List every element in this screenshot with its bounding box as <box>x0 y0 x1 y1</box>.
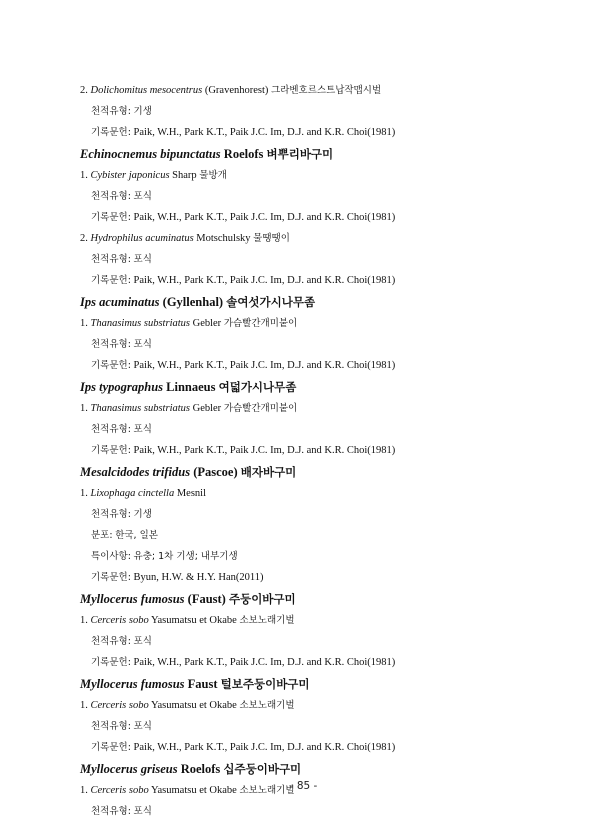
natural-enemy-entry <box>80 169 560 182</box>
entry-detail <box>80 338 560 351</box>
natural-enemy-entry <box>80 614 560 627</box>
scientific-name: Cybister japonicus <box>90 170 170 181</box>
detail-value: 포식 <box>133 806 152 817</box>
entry-detail <box>80 571 560 584</box>
scientific-name: Myllocerus fumosus <box>80 677 185 691</box>
scientific-name: Cerceris sobo <box>90 615 149 626</box>
author-name: (Gravenhorest) <box>204 85 269 96</box>
detail-label: 기록문헌: <box>91 275 131 286</box>
entry-number: 1. <box>80 488 88 499</box>
korean-name: 소보노래기벌 <box>239 615 295 626</box>
detail-value: 기생 <box>133 106 152 117</box>
entry-detail <box>80 720 560 733</box>
author-name: (Gyllenhal) <box>162 295 224 309</box>
detail-value: Paik, W.H., Park K.T., Paik J.C. Im, D.J. and K.R. Choi(1981) <box>133 445 396 456</box>
detail-label: 천적유형: <box>91 806 131 817</box>
detail-value: 한국, 일본 <box>115 530 158 541</box>
entry-detail <box>80 211 560 224</box>
entry-number: 1. <box>80 403 88 414</box>
detail-label: 특이사항: <box>91 551 131 562</box>
detail-value: Paik, W.H., Park K.T., Paik J.C. Im, D.J. and K.R. Choi(1981) <box>133 212 396 223</box>
entry-detail <box>80 529 560 542</box>
author-name: Sharp <box>172 170 197 181</box>
korean-name: 그라벤호르스트납작맵시벌 <box>271 85 382 96</box>
korean-name: 털보주둥이바구미 <box>220 677 310 691</box>
author-name: Yasumatsu et Okabe <box>150 785 237 796</box>
detail-label: 천적유형: <box>91 636 131 647</box>
author-name: Motschulsky <box>196 233 251 244</box>
korean-name: 가슴빨간개미붙이 <box>223 403 298 414</box>
detail-value: 포식 <box>133 424 152 435</box>
korean-name: 벼뿌리바구미 <box>266 147 334 161</box>
entry-detail <box>80 105 560 118</box>
author-name: Roelofs <box>223 147 264 161</box>
species-heading <box>80 465 560 480</box>
species-heading <box>80 592 560 607</box>
natural-enemy-entry <box>80 317 560 330</box>
author-name: Faust <box>187 677 218 691</box>
scientific-name: Echinocnemus bipunctatus <box>80 147 221 161</box>
species-heading <box>80 295 560 310</box>
entry-detail <box>80 635 560 648</box>
author-name: Mesnil <box>176 488 206 499</box>
scientific-name: Thanasimus substriatus <box>90 403 190 414</box>
detail-value: 기생 <box>133 509 152 520</box>
entry-detail <box>80 126 560 139</box>
scientific-name: Myllocerus griseus <box>80 762 178 776</box>
entry-detail <box>80 190 560 203</box>
detail-label: 기록문헌: <box>91 742 131 753</box>
scientific-name: Dolichomitus mesocentrus <box>90 85 203 96</box>
detail-value: Paik, W.H., Park K.T., Paik J.C. Im, D.J. and K.R. Choi(1981) <box>133 275 396 286</box>
detail-value: Paik, W.H., Park K.T., Paik J.C. Im, D.J. and K.R. Choi(1981) <box>133 657 396 668</box>
scientific-name: Hydrophilus acuminatus <box>90 233 194 244</box>
entry-detail <box>80 423 560 436</box>
author-name: Linnaeus <box>166 380 216 394</box>
detail-value: 포식 <box>133 339 152 350</box>
author-name: Roelofs <box>180 762 221 776</box>
natural-enemy-entry <box>80 402 560 415</box>
page-number: - 85 - <box>289 780 318 792</box>
scientific-name: Ips acuminatus <box>80 295 160 309</box>
author-name: (Faust) <box>187 592 226 606</box>
korean-name: 물방개 <box>199 170 227 181</box>
korean-name: 물땡땡이 <box>253 233 290 244</box>
detail-value: Paik, W.H., Park K.T., Paik J.C. Im, D.J. and K.R. Choi(1981) <box>133 360 396 371</box>
detail-label: 천적유형: <box>91 509 131 520</box>
detail-label: 천적유형: <box>91 339 131 350</box>
natural-enemy-entry <box>80 699 560 712</box>
scientific-name: Cerceris sobo <box>90 700 149 711</box>
entry-number: 2. <box>80 233 88 244</box>
entry-detail <box>80 444 560 457</box>
document-body <box>80 84 560 826</box>
entry-detail <box>80 656 560 669</box>
species-heading <box>80 762 560 777</box>
detail-label: 기록문헌: <box>91 212 131 223</box>
species-heading <box>80 147 560 162</box>
entry-detail <box>80 274 560 287</box>
entry-number: 1. <box>80 785 88 796</box>
scientific-name: Myllocerus fumosus <box>80 592 185 606</box>
entry-detail <box>80 508 560 521</box>
species-heading <box>80 380 560 395</box>
detail-label: 천적유형: <box>91 424 131 435</box>
natural-enemy-entry <box>80 487 560 500</box>
korean-name: 배자바구미 <box>240 465 297 479</box>
species-heading <box>80 677 560 692</box>
korean-name: 가슴빨간개미붙이 <box>223 318 298 329</box>
scientific-name: Mesalcidodes trifidus <box>80 465 191 479</box>
author-name: (Pascoe) <box>193 465 238 479</box>
entry-number: 2. <box>80 85 88 96</box>
author-name: Gebler <box>192 318 222 329</box>
entry-detail <box>80 741 560 754</box>
scientific-name: Ips typographus <box>80 380 164 394</box>
detail-label: 천적유형: <box>91 191 131 202</box>
natural-enemy-entry <box>80 232 560 245</box>
natural-enemy-entry <box>80 84 560 97</box>
detail-label: 기록문헌: <box>91 572 131 583</box>
detail-label: 천적유형: <box>91 721 131 732</box>
entry-number: 1. <box>80 170 88 181</box>
author-name: Gebler <box>192 403 222 414</box>
scientific-name: Thanasimus substriatus <box>90 318 190 329</box>
detail-value: Paik, W.H., Park K.T., Paik J.C. Im, D.J. and K.R. Choi(1981) <box>133 127 396 138</box>
korean-name: 소보노래기벌 <box>239 700 295 711</box>
detail-value: 포식 <box>133 636 152 647</box>
detail-value: Byun, H.W. & H.Y. Han(2011) <box>133 572 264 583</box>
entry-number: 1. <box>80 318 88 329</box>
entry-detail <box>80 550 560 563</box>
scientific-name: Cerceris sobo <box>90 785 149 796</box>
detail-value: Paik, W.H., Park K.T., Paik J.C. Im, D.J. and K.R. Choi(1981) <box>133 742 396 753</box>
entry-number: 1. <box>80 615 88 626</box>
detail-label: 분포: <box>91 530 113 541</box>
detail-value: 포식 <box>133 254 152 265</box>
korean-name: 주둥이바구미 <box>228 592 296 606</box>
detail-value: 포식 <box>133 191 152 202</box>
korean-name: 소보노래기벌 <box>239 785 295 796</box>
detail-label: 기록문헌: <box>91 360 131 371</box>
detail-value: 유충; 1차 기생; 내부기생 <box>133 551 238 562</box>
detail-label: 기록문헌: <box>91 657 131 668</box>
author-name: Yasumatsu et Okabe <box>150 700 237 711</box>
korean-name: 여덟가시나무좀 <box>218 380 297 394</box>
entry-number: 1. <box>80 700 88 711</box>
entry-detail <box>80 253 560 266</box>
korean-name: 솔여섯가시나무좀 <box>226 295 316 309</box>
detail-label: 기록문헌: <box>91 127 131 138</box>
scientific-name: Lixophaga cinctella <box>90 488 175 499</box>
detail-label: 천적유형: <box>91 254 131 265</box>
entry-detail <box>80 359 560 372</box>
author-name: Yasumatsu et Okabe <box>150 615 237 626</box>
korean-name: 십주둥이바구미 <box>223 762 302 776</box>
detail-label: 기록문헌: <box>91 445 131 456</box>
entry-detail <box>80 805 560 818</box>
detail-label: 천적유형: <box>91 106 131 117</box>
detail-value: 포식 <box>133 721 152 732</box>
